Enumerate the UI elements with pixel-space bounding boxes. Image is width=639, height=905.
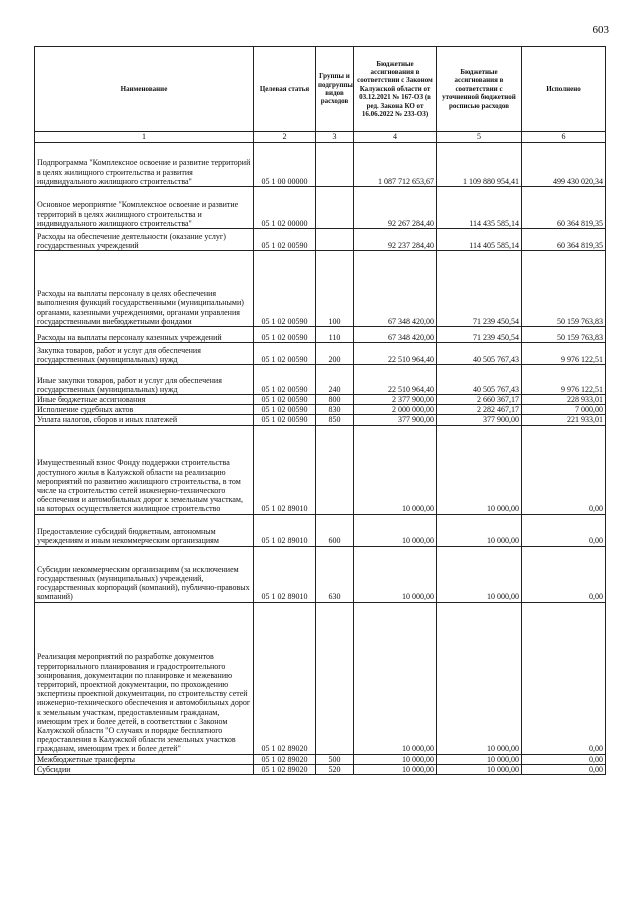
table-row: [35, 251, 606, 327]
row-name: Субсидии: [35, 764, 254, 774]
row-law-allocation: 22 510 964,40: [354, 365, 437, 395]
row-law-allocation: 1 087 712 653,67: [354, 143, 437, 187]
row-refined-allocation: 10 000,00: [437, 425, 522, 514]
row-target-code: 05 1 02 00590: [254, 415, 316, 425]
row-refined-allocation: 10 000,00: [437, 546, 522, 602]
row-group-code: 630: [316, 546, 354, 602]
row-executed: 60 364 819,35: [522, 187, 606, 229]
row-law-allocation: 10 000,00: [354, 425, 437, 514]
row-executed: 228 933,01: [522, 395, 606, 405]
row-executed: 0,00: [522, 764, 606, 774]
row-executed: 499 430 020,34: [522, 143, 606, 187]
row-name: Имущественный взнос Фонду поддержки строительства доступного жилья в Калужской области на реализацию мероприятий по развитию жилищного строительства, в том числе на строительство сетей инженерно-технического обеспечения и автомобильных дорог к земельным участкам, на которых осуществляется жилищное строительство: [35, 425, 254, 514]
row-name: Уплата налогов, сборов и иных платежей: [35, 415, 254, 425]
row-name: Иные бюджетные ассигнования: [35, 395, 254, 405]
row-refined-allocation: 2 660 367,17: [437, 395, 522, 405]
row-group-code: 800: [316, 395, 354, 405]
row-group-code: 500: [316, 754, 354, 764]
table-row: [35, 514, 606, 546]
column-header-group: Группы и подгруппы видов расходов: [316, 47, 354, 132]
row-refined-allocation: 40 505 767,43: [437, 365, 522, 395]
row-group-code: 830: [316, 405, 354, 415]
row-group-code: [316, 602, 354, 754]
row-target-code: 05 1 02 00590: [254, 229, 316, 251]
row-name: Подпрограмма "Комплексное освоение и развитие территорий в целях жилищного строительства и развития индивидуального жилищного строительства": [35, 143, 254, 187]
row-law-allocation: 2 377 900,00: [354, 395, 437, 405]
row-law-allocation: 67 348 420,00: [354, 251, 437, 327]
row-target-code: 05 1 02 89010: [254, 514, 316, 546]
row-law-allocation: 377 900,00: [354, 415, 437, 425]
row-refined-allocation: 10 000,00: [437, 764, 522, 774]
row-refined-allocation: 114 435 585,14: [437, 187, 522, 229]
row-name: Расходы на обеспечение деятельности (оказание услуг) государственных учреждений: [35, 229, 254, 251]
column-header-name: Наименование: [35, 47, 254, 132]
row-name: Расходы на выплаты персоналу казенных учреждений: [35, 327, 254, 343]
column-number: 4: [354, 132, 437, 143]
row-name: Основное мероприятие "Комплексное освоение и развитие территорий в целях жилищного строительства и индивидуального жилищного строительства": [35, 187, 254, 229]
row-group-code: [316, 229, 354, 251]
row-target-code: 05 1 02 00590: [254, 395, 316, 405]
row-name: Субсидии некоммерческим организациям (за исключением государственных (муниципальных) учреждений, государственных корпораций (компаний), публично-правовых компаний): [35, 546, 254, 602]
row-name: Закупка товаров, работ и услуг для обеспечения государственных (муниципальных) нужд: [35, 343, 254, 365]
table-row: [35, 229, 606, 251]
row-refined-allocation: 114 405 585,14: [437, 229, 522, 251]
column-number-row: [35, 132, 606, 143]
column-header-executed: Исполнено: [522, 47, 606, 132]
row-target-code: 05 1 02 00590: [254, 343, 316, 365]
row-law-allocation: 10 000,00: [354, 754, 437, 764]
row-executed: 0,00: [522, 425, 606, 514]
table-row: [35, 754, 606, 764]
table-row: [35, 764, 606, 774]
table-row: [35, 143, 606, 187]
row-executed: 221 933,01: [522, 415, 606, 425]
row-target-code: 05 1 02 89020: [254, 754, 316, 764]
column-header-law-allocation: Бюджетные ассигнования в соответствии с Законом Калужской области от 03.12.2021 № 167-ОЗ (в ред. Закона КО от 16.06.2022 № 233-ОЗ): [354, 47, 437, 132]
row-executed: 9 976 122,51: [522, 343, 606, 365]
column-number: 2: [254, 132, 316, 143]
table-row: [35, 602, 606, 754]
row-executed: 0,00: [522, 514, 606, 546]
column-number: 3: [316, 132, 354, 143]
row-refined-allocation: 71 239 450,54: [437, 251, 522, 327]
row-law-allocation: 67 348 420,00: [354, 327, 437, 343]
row-name: Иные закупки товаров, работ и услуг для обеспечения государственных (муниципальных) нужд: [35, 365, 254, 395]
row-refined-allocation: 40 505 767,43: [437, 343, 522, 365]
budget-table: [34, 46, 606, 775]
table-row: [35, 395, 606, 405]
row-refined-allocation: 71 239 450,54: [437, 327, 522, 343]
row-executed: 50 159 763,83: [522, 251, 606, 327]
row-refined-allocation: 10 000,00: [437, 754, 522, 764]
row-executed: 9 976 122,51: [522, 365, 606, 395]
row-group-code: [316, 425, 354, 514]
column-header-code: Целевая статья: [254, 47, 316, 132]
row-name: Исполнение судебных актов: [35, 405, 254, 415]
row-name: Реализация мероприятий по разработке документов территориального планирования и градостроительного зонирования, документации по планировке и межеванию территорий, проектной документации, по прохождению экспертизы проектной документации, по строительству сетей инженерно-технического обеспечения и автомобильных дорог к земельным участкам, предоставленным гражданам, имеющим трех и более детей, в соответствии с Законом Калужской области "О случаях и порядке бесплатного предоставления в Калужской области земельных участков гражданам, имеющим трех и более детей": [35, 602, 254, 754]
row-name: Межбюджетные трансферты: [35, 754, 254, 764]
table-row: [35, 425, 606, 514]
row-group-code: 110: [316, 327, 354, 343]
row-target-code: 05 1 02 00590: [254, 327, 316, 343]
column-header-refined-allocation: Бюджетные ассигнования в соответствии с уточненной бюджетной росписью расходов: [437, 47, 522, 132]
row-refined-allocation: 1 109 880 954,41: [437, 143, 522, 187]
row-group-code: [316, 187, 354, 229]
row-refined-allocation: 2 282 467,17: [437, 405, 522, 415]
row-name: Расходы на выплаты персоналу в целях обеспечения выполнения функций государственными (муниципальными) органами, казенными учреждениями, органами управления государственными внебюджетными фондами: [35, 251, 254, 327]
column-number: 6: [522, 132, 606, 143]
row-law-allocation: 10 000,00: [354, 602, 437, 754]
header-row: [35, 47, 606, 132]
row-target-code: 05 1 00 00000: [254, 143, 316, 187]
row-target-code: 05 1 02 00590: [254, 365, 316, 395]
row-law-allocation: 2 000 000,00: [354, 405, 437, 415]
column-number: 5: [437, 132, 522, 143]
table-row: [35, 415, 606, 425]
row-group-code: [316, 143, 354, 187]
row-law-allocation: 92 237 284,40: [354, 229, 437, 251]
row-group-code: 240: [316, 365, 354, 395]
page-number: 603: [592, 24, 609, 36]
table-row: [35, 343, 606, 365]
row-executed: 7 000,00: [522, 405, 606, 415]
row-group-code: 520: [316, 764, 354, 774]
table-row: [35, 405, 606, 415]
row-target-code: 05 1 02 89020: [254, 764, 316, 774]
row-executed: 0,00: [522, 546, 606, 602]
table-row: [35, 546, 606, 602]
row-law-allocation: 10 000,00: [354, 546, 437, 602]
row-executed: 0,00: [522, 754, 606, 764]
row-group-code: 850: [316, 415, 354, 425]
table-row: [35, 365, 606, 395]
row-target-code: 05 1 02 00590: [254, 405, 316, 415]
row-law-allocation: 10 000,00: [354, 764, 437, 774]
row-refined-allocation: 377 900,00: [437, 415, 522, 425]
row-executed: 50 159 763,83: [522, 327, 606, 343]
column-number: 1: [35, 132, 254, 143]
row-group-code: 200: [316, 343, 354, 365]
row-group-code: 600: [316, 514, 354, 546]
row-name: Предоставление субсидий бюджетным, автономным учреждениям и иным некоммерческим организациям: [35, 514, 254, 546]
row-law-allocation: 10 000,00: [354, 514, 437, 546]
row-target-code: 05 1 02 00590: [254, 251, 316, 327]
row-target-code: 05 1 02 00000: [254, 187, 316, 229]
row-group-code: 100: [316, 251, 354, 327]
row-law-allocation: 92 267 284,40: [354, 187, 437, 229]
row-target-code: 05 1 02 89010: [254, 425, 316, 514]
row-target-code: 05 1 02 89020: [254, 602, 316, 754]
row-target-code: 05 1 02 89010: [254, 546, 316, 602]
row-refined-allocation: 10 000,00: [437, 514, 522, 546]
table-row: [35, 187, 606, 229]
table-row: [35, 327, 606, 343]
row-law-allocation: 22 510 964,40: [354, 343, 437, 365]
row-executed: 60 364 819,35: [522, 229, 606, 251]
row-executed: 0,00: [522, 602, 606, 754]
row-refined-allocation: 10 000,00: [437, 602, 522, 754]
